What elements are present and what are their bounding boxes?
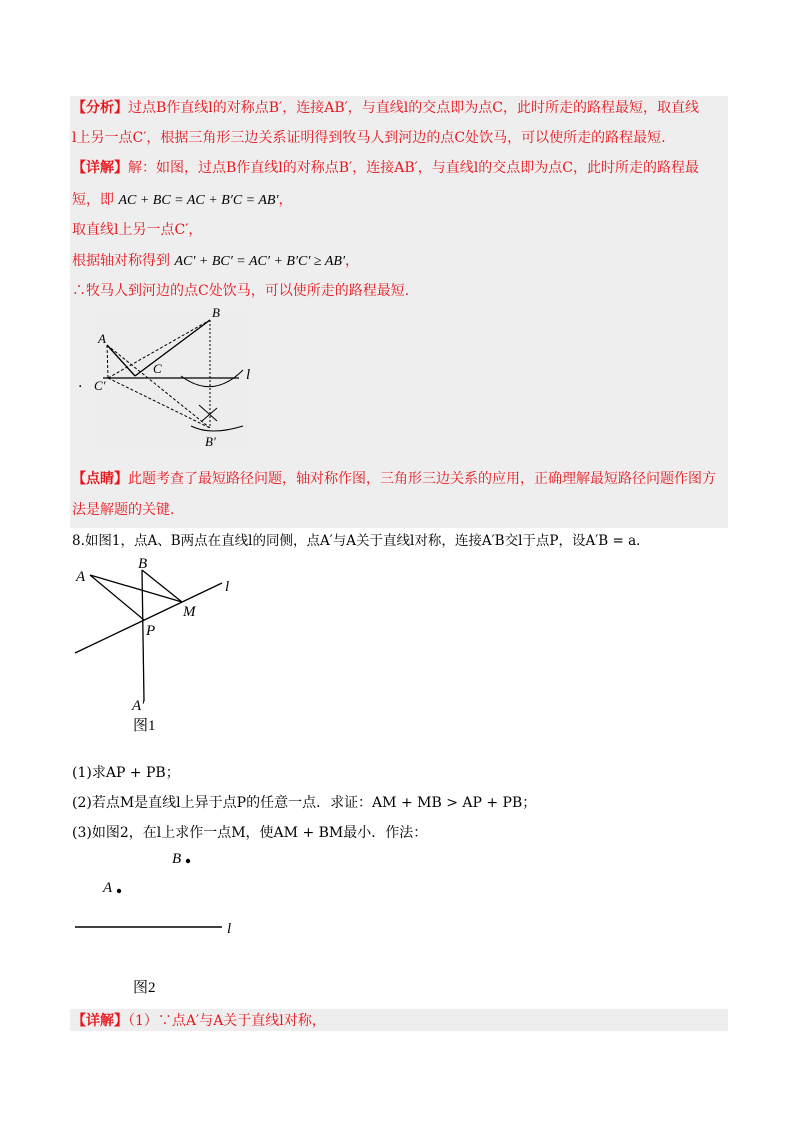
answer-line-1	[72, 1011, 732, 1031]
comment-line-2	[72, 500, 732, 520]
fig2-label-l: l	[227, 921, 232, 937]
segment-AP	[90, 575, 144, 620]
comment-text-1: 此题考查了最短路径问题，轴对称作图，三角形三边关系的应用，正确理解最短路径问题作图方	[128, 471, 716, 487]
fig1-label-A-prime: A′	[132, 698, 145, 714]
answer-heading: 【详解】	[72, 1013, 128, 1029]
analysis-line-1	[72, 98, 732, 118]
figure-1-caption: 图1	[133, 718, 156, 734]
figure-2-caption: 图2	[133, 980, 156, 996]
solution-figure	[93, 308, 251, 450]
detail-text-2: 短，即	[72, 192, 114, 208]
detail-equation-1: AC + BC = AC + B′C = AB′	[118, 193, 279, 208]
fig2-point-A	[117, 889, 121, 893]
segment-BM	[142, 570, 182, 602]
figure-1	[70, 555, 240, 715]
detail-line-4	[72, 251, 732, 272]
comment-heading: 【点睛】	[72, 471, 128, 487]
segment-AM	[90, 575, 182, 602]
fig2-label-B: B	[172, 851, 182, 867]
detail-line-2	[72, 190, 732, 211]
fig1-label-A: A	[76, 569, 86, 585]
segment-B-A-prime	[142, 570, 144, 701]
fig1-label-B: B	[138, 556, 148, 572]
detail-text-4-end: ，	[345, 253, 360, 269]
question-1: (1)求AP + PB；	[72, 765, 180, 781]
detail-heading: 【详解】	[72, 160, 128, 176]
label-A: A	[98, 331, 106, 346]
label-C: C	[153, 361, 162, 376]
answer-text-1: （1）∵点A′与A关于直线l对称，	[128, 1013, 326, 1029]
fig1-label-P: P	[146, 623, 156, 639]
label-B: B	[212, 308, 220, 320]
question-3: (3)如图2，在l上求作一点M，使AM + BM最小．作法：	[72, 825, 428, 841]
fig1-label-M: M	[183, 604, 196, 620]
analysis-line-2	[72, 128, 732, 148]
detail-line-1	[72, 158, 732, 178]
detail-text-4: 根据轴对称得到	[72, 253, 170, 269]
detail-text-3: 取直线l上另一点C′，	[72, 222, 203, 238]
figure-prefix-dot: .	[78, 375, 83, 391]
label-C-prime: C′	[94, 378, 106, 393]
analysis-heading: 【分析】	[72, 100, 128, 116]
analysis-text-1: 过点B作直线l的对称点B′，连接AB′，与直线l的交点即为点C，此时所走的路程最短，取直线	[128, 100, 699, 116]
question-2: (2)若点M是直线l上异于点P的任意一点．求证：AM + MB > AP + PB；	[72, 795, 537, 811]
detail-text-5: ∴牧马人到河边的点C处饮马，可以使所走的路程最短.	[72, 283, 410, 299]
detail-line-5	[72, 281, 732, 301]
label-B-prime: B′	[205, 434, 216, 449]
line-l-fig1	[75, 583, 222, 653]
solution-figure-background	[93, 308, 251, 450]
detail-text-2-end: ，	[278, 192, 293, 208]
detail-text-1: 解：如图，过点B作直线l的对称点B′，连接AB′，与直线l的交点即为点C，此时所走的路程最	[128, 160, 699, 176]
detail-line-3	[72, 220, 732, 240]
fig2-point-B	[186, 859, 190, 863]
fig1-label-l: l	[225, 579, 230, 595]
fig2-label-A: A	[103, 880, 113, 896]
comment-line-1	[72, 469, 732, 489]
label-l: l	[246, 367, 251, 383]
analysis-text-2: l上另一点C′，根据三角形三边关系证明得到牧马人到河边的点C处饮马，可以使所走的路程最短.	[72, 130, 666, 146]
problem-8-stem: 8.如图1，点A、B两点在直线l的同侧，点A′与A关于直线l对称，连接A′B交l于点P，设A′B = a．	[72, 533, 650, 549]
comment-text-2: 法是解题的关键.	[72, 502, 175, 518]
detail-inequality: AC′ + BC′ = AC′ + B′C′ ≥ AB′	[174, 254, 346, 269]
figure-2	[70, 845, 250, 945]
